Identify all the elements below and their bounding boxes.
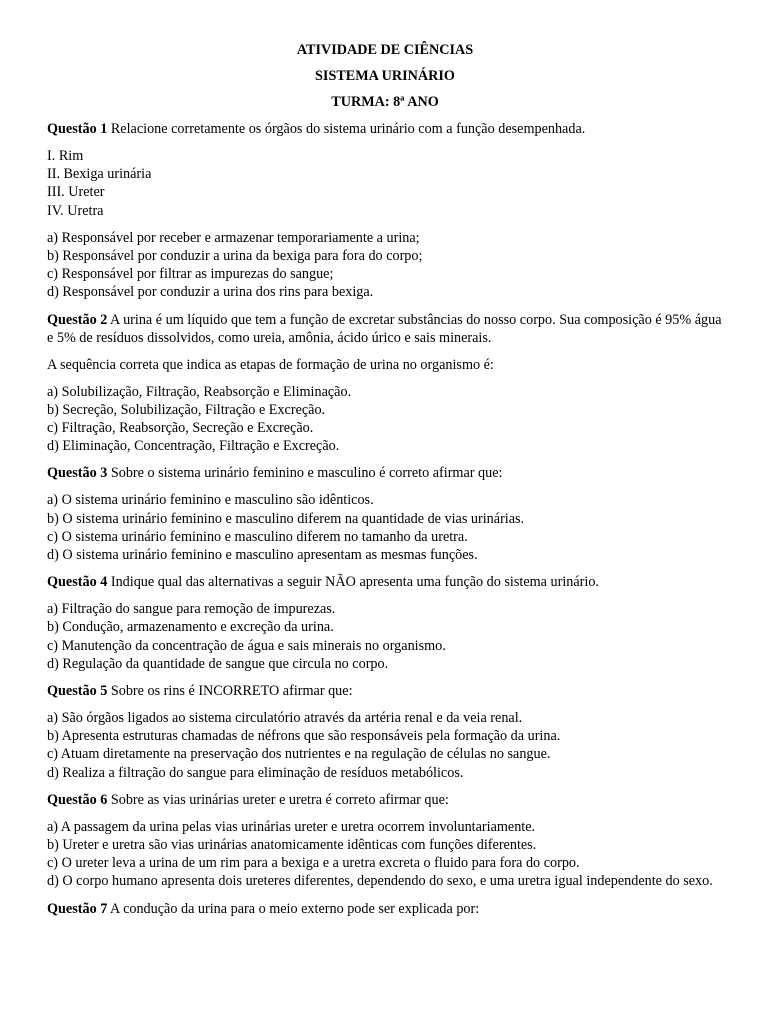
answer-option: d) O corpo humano apresenta dois ureteres diferentes, dependendo do sexo, e uma uretra igual independente do sexo. <box>47 873 713 890</box>
function-item: a) Responsável por receber e armazenar temporariamente a urina; <box>47 229 420 246</box>
answer-option: d) Realiza a filtração do sangue para eliminação de resíduos metabólicos. <box>47 764 464 781</box>
answer-option: c) Filtração, Reabsorção, Secreção e Excreção. <box>47 420 314 437</box>
answer-option: b) Secreção, Solubilização, Filtração e Excreção. <box>47 401 326 418</box>
question-4 <box>47 573 723 591</box>
question-5 <box>47 682 723 700</box>
question-5-options <box>47 709 723 782</box>
question-1-organs <box>47 147 723 220</box>
document-title: ATIVIDADE DE CIÊNCIAS <box>296 42 474 58</box>
question-6-text: Sobre as vias urinárias ureter e uretra é correto afirmar que: <box>107 791 449 808</box>
answer-option: d) Regulação da quantidade de sangue que circula no corpo. <box>47 655 389 672</box>
answer-option: a) Solubilização, Filtração, Reabsorção e Eliminação. <box>47 383 352 400</box>
answer-option: b) O sistema urinário feminino e masculino diferem na quantidade de vias urinárias. <box>47 510 525 527</box>
question-4-options <box>47 600 723 673</box>
organ-item: III. Ureter <box>47 184 105 201</box>
answer-option: a) Filtração do sangue para remoção de impurezas. <box>47 601 336 618</box>
answer-option: b) Ureter e uretra são vias urinárias anatomicamente idênticas com funções diferentes. <box>47 837 537 854</box>
question-1-label: Questão 1 <box>47 121 108 137</box>
organ-item: II. Bexiga urinária <box>47 166 152 183</box>
question-4-text: Indique qual das alternativas a seguir NÃO apresenta uma função do sistema urinário. <box>107 574 599 591</box>
question-2-options <box>47 383 723 456</box>
question-5-label: Questão 5 <box>47 683 108 700</box>
question-7-label: Questão 7 <box>47 900 108 917</box>
question-5-text: Sobre os rins é INCORRETO afirmar que: <box>107 683 353 700</box>
question-2-prompt: A sequência correta que indica as etapas de formação de urina no organismo é: <box>47 356 494 373</box>
answer-option: c) O sistema urinário feminino e masculino diferem no tamanho da uretra. <box>47 528 468 545</box>
answer-option: b) Apresenta estruturas chamadas de néfrons que são responsáveis pela formação da urina. <box>47 728 561 745</box>
answer-option: b) Condução, armazenamento e excreção da urina. <box>47 619 334 636</box>
question-6-label: Questão 6 <box>47 791 108 808</box>
answer-option: c) Atuam diretamente na preservação dos nutrientes e na regulação de células no sangue. <box>47 746 551 763</box>
question-3-text: Sobre o sistema urinário feminino e masculino é correto afirmar que: <box>107 465 503 482</box>
document-body <box>47 40 723 918</box>
answer-option: a) O sistema urinário feminino e masculino são idênticos. <box>47 492 374 509</box>
answer-option: d) O sistema urinário feminino e masculino apresentam as mesmas funções. <box>47 547 478 564</box>
question-4-label: Questão 4 <box>47 574 108 591</box>
answer-option: a) A passagem da urina pelas vias urinárias ureter e uretra ocorrem involuntariamente. <box>47 818 536 835</box>
question-7 <box>47 900 723 918</box>
question-7-text: A condução da urina para o meio externo pode ser explicada por: <box>107 900 480 917</box>
question-6-options <box>47 818 723 891</box>
function-item: c) Responsável por filtrar as impurezas do sangue; <box>47 266 334 283</box>
organ-item: IV. Uretra <box>47 202 104 219</box>
question-1 <box>47 120 723 138</box>
answer-option: c) O ureter leva a urina de um rim para a bexiga e a uretra excreta o fluido para fora do corpo. <box>47 855 580 872</box>
question-2-text: A urina é um líquido que tem a função de excretar substâncias do nosso corpo. Sua composição é 95% água e 5% de resíduos dissolvidos, como ureia, amônia, ácido úrico e sais minerais. <box>47 311 722 346</box>
question-1-text: Relacione corretamente os órgãos do sistema urinário com a função desempenhada. <box>107 121 586 137</box>
question-2-label: Questão 2 <box>47 311 108 328</box>
question-3-label: Questão 3 <box>47 465 108 482</box>
document-subtitle: SISTEMA URINÁRIO <box>315 68 455 84</box>
question-3 <box>47 464 723 482</box>
answer-option: d) Eliminação, Concentração, Filtração e Excreção. <box>47 438 340 455</box>
question-1-functions <box>47 229 723 302</box>
answer-option: a) São órgãos ligados ao sistema circulatório através da artéria renal e da veia renal. <box>47 710 523 727</box>
organ-item: I. Rim <box>47 148 84 164</box>
function-item: d) Responsável por conduzir a urina dos rins para bexiga. <box>47 284 374 301</box>
question-3-options <box>47 491 723 564</box>
class-label: TURMA: 8ª ANO <box>331 94 439 110</box>
answer-option: c) Manutenção da concentração de água e sais minerais no organismo. <box>47 637 446 654</box>
function-item: b) Responsável por conduzir a urina da bexiga para fora do corpo; <box>47 248 423 265</box>
question-6 <box>47 791 723 809</box>
question-2 <box>47 311 723 347</box>
